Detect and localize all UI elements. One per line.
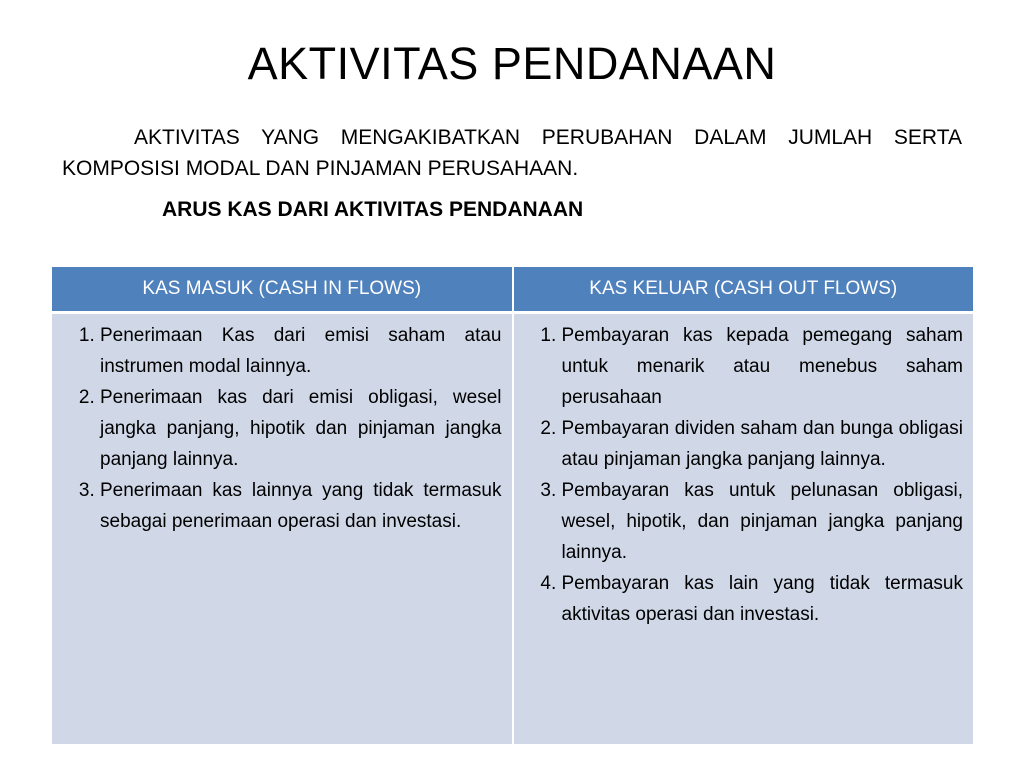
list-item: 1. Pembayaran kas kepada pemegang saham untuk menarik atau menebus saham perusahaan: [562, 320, 964, 413]
list-item: 2. Pembayaran dividen saham dan bunga obligasi atau pinjaman jangka panjang lainnya.: [562, 413, 964, 475]
cash-flow-table: [52, 267, 973, 744]
cash-out-cell: [513, 313, 974, 745]
list-item: 1. Penerimaan Kas dari emisi saham atau instrumen modal lainnya.: [100, 320, 502, 382]
cash-out-list: [524, 320, 964, 630]
cash-in-cell: [52, 313, 513, 745]
slide-title: AKTIVITAS PENDANAAN: [247, 38, 777, 89]
header-cash-out: KAS KELUAR (CASH OUT FLOWS): [513, 267, 974, 313]
section-subheading: ARUS KAS DARI AKTIVITAS PENDANAAN: [162, 198, 584, 221]
list-item: 3. Penerimaan kas lainnya yang tidak termasuk sebagai penerimaan operasi dan investasi.: [100, 475, 502, 537]
list-item: 2. Penerimaan kas dari emisi obligasi, wesel jangka panjang, hipotik dan pinjaman jangka panjang lainnya.: [100, 382, 502, 475]
intro-text: AKTIVITAS YANG MENGAKIBATKAN PERUBAHAN DALAM JUMLAH SERTA KOMPOSISI MODAL DAN PINJAMAN PERUSAHAAN.: [62, 126, 962, 180]
list-item: 4. Pembayaran kas lain yang tidak termasuk aktivitas operasi dan investasi.: [562, 568, 964, 630]
list-item: 3. Pembayaran kas untuk pelunasan obligasi, wesel, hipotik, dan pinjaman jangka panjang lainnya.: [562, 475, 964, 568]
table-header-row: [52, 267, 973, 313]
cash-in-list: [62, 320, 502, 537]
header-cash-in: KAS MASUK (CASH IN FLOWS): [52, 267, 513, 313]
table-body-row: [52, 313, 973, 745]
